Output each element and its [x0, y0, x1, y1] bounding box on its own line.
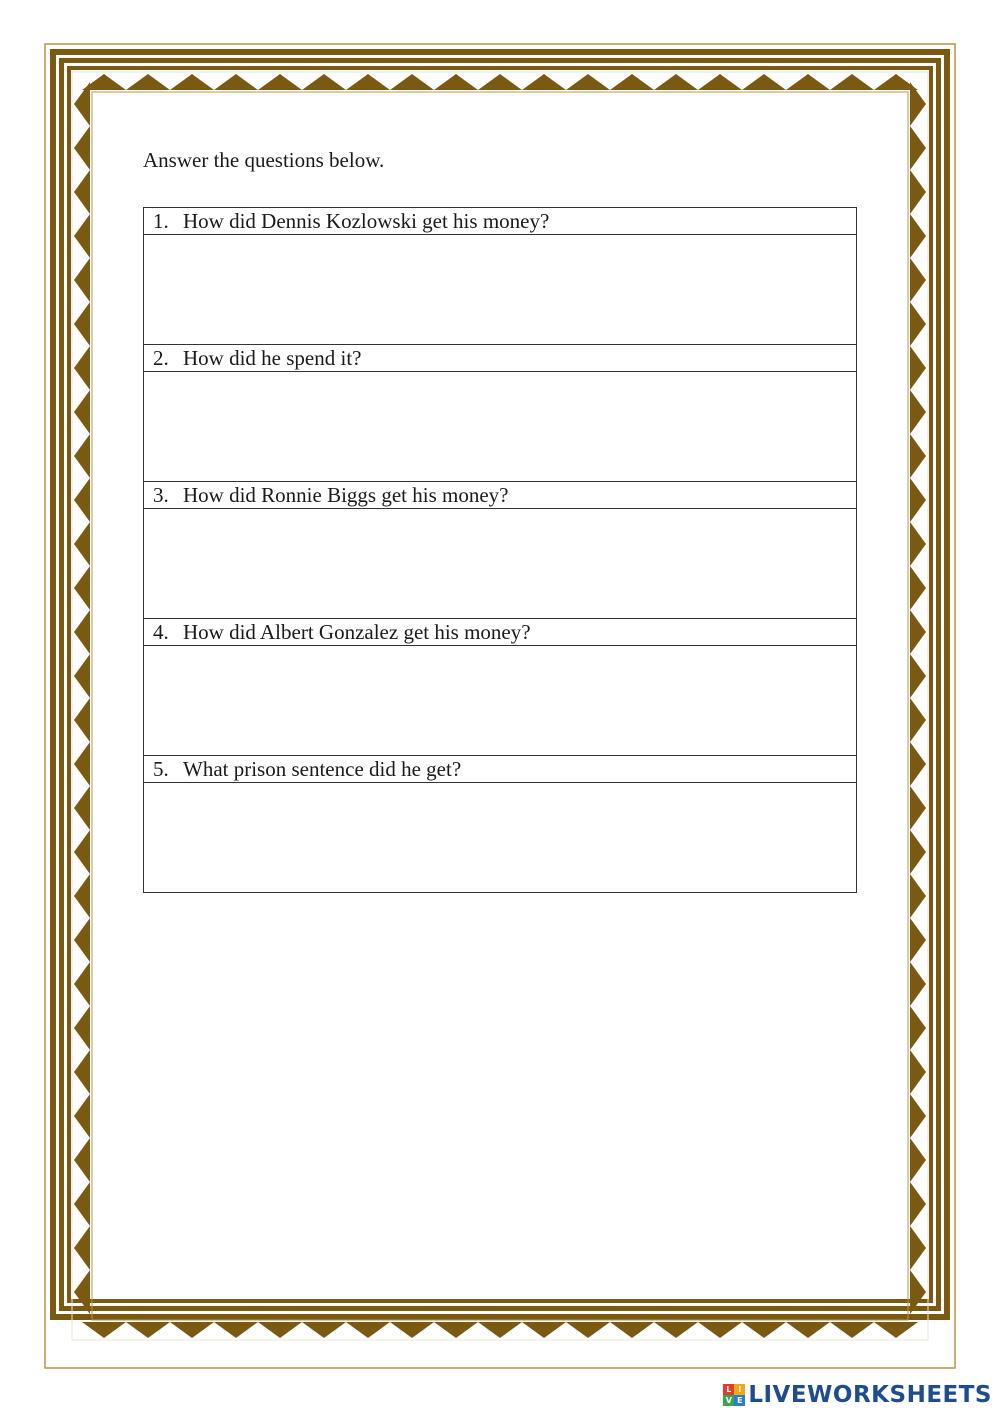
border-triangle-left [74, 1094, 90, 1138]
border-triangle-left [74, 962, 90, 1006]
border-triangle-left [74, 478, 90, 522]
border-triangle-right [910, 566, 926, 610]
border-triangle-bottom [214, 1322, 258, 1338]
border-triangle-right [910, 82, 926, 126]
border-triangle-left [74, 1138, 90, 1182]
border-triangle-top [346, 74, 390, 90]
border-triangle-right [910, 1226, 926, 1270]
border-triangle-top [302, 74, 346, 90]
border-triangle-bottom [786, 1322, 830, 1338]
border-triangle-left [74, 786, 90, 830]
border-triangle-left [74, 258, 90, 302]
border-triangle-bottom [742, 1322, 786, 1338]
border-triangle-right [910, 434, 926, 478]
border-triangle-left [74, 214, 90, 258]
border-triangle-right [910, 346, 926, 390]
border-triangle-bottom [258, 1322, 302, 1338]
question-1 [144, 208, 856, 235]
border-triangle-top [742, 74, 786, 90]
border-triangle-right [910, 214, 926, 258]
border-triangle-top [126, 74, 170, 90]
border-triangle-right [910, 610, 926, 654]
border-triangle-right [910, 126, 926, 170]
border-triangle-right [910, 786, 926, 830]
question-number: 4. [153, 620, 169, 644]
border-triangle-bottom [126, 1322, 170, 1338]
border-triangle-right [910, 478, 926, 522]
question-number: 1. [153, 209, 169, 233]
border-triangle-bottom [566, 1322, 610, 1338]
border-triangle-right [910, 302, 926, 346]
logo-text: LIVEWORKSHEETS [748, 1382, 992, 1408]
border-triangle-top [698, 74, 742, 90]
border-triangle-top [830, 74, 874, 90]
border-triangle-top [170, 74, 214, 90]
questions-table [143, 207, 857, 893]
border-triangle-left [74, 566, 90, 610]
border-triangle-bottom [874, 1322, 918, 1338]
border-triangle-right [910, 258, 926, 302]
border-triangle-bottom [610, 1322, 654, 1338]
border-triangle-top [434, 74, 478, 90]
question-4 [144, 619, 856, 646]
border-triangle-right [910, 742, 926, 786]
border-triangle-right [910, 874, 926, 918]
border-triangle-top [786, 74, 830, 90]
border-triangle-left [74, 1050, 90, 1094]
border-triangle-right [910, 1006, 926, 1050]
border-triangle-top [390, 74, 434, 90]
border-triangle-bottom [698, 1322, 742, 1338]
border-triangle-left [74, 918, 90, 962]
border-triangle-bottom [302, 1322, 346, 1338]
question-number: 3. [153, 483, 169, 507]
border-triangle-top [610, 74, 654, 90]
border-triangle-left [74, 434, 90, 478]
border-triangle-right [910, 522, 926, 566]
answer-box-5[interactable] [144, 783, 856, 892]
border-triangle-top [654, 74, 698, 90]
border-triangle-right [910, 390, 926, 434]
border-triangle-left [74, 302, 90, 346]
border-triangle-bottom [522, 1322, 566, 1338]
border-triangle-right [910, 1094, 926, 1138]
question-2 [144, 345, 856, 372]
border-triangle-bottom [478, 1322, 522, 1338]
border-triangle-right [910, 962, 926, 1006]
border-triangle-left [74, 610, 90, 654]
border-triangle-right [910, 698, 926, 742]
question-text: How did Ronnie Biggs get his money? [183, 483, 509, 507]
border-triangle-top [566, 74, 610, 90]
border-triangle-right [910, 918, 926, 962]
badge-letter: V [723, 1395, 734, 1406]
question-number: 5. [153, 757, 169, 781]
question-number: 2. [153, 346, 169, 370]
border-triangle-left [74, 874, 90, 918]
question-3 [144, 482, 856, 509]
answer-box-4[interactable] [144, 646, 856, 756]
badge-letter: E [734, 1395, 745, 1406]
border-triangle-bottom [654, 1322, 698, 1338]
border-triangle-left [74, 654, 90, 698]
border-triangle-right [910, 170, 926, 214]
border-triangle-right [910, 1138, 926, 1182]
badge-letter: L [723, 1384, 734, 1395]
border-triangle-left [74, 390, 90, 434]
border-triangle-top [478, 74, 522, 90]
instruction-text: Answer the questions below. [143, 148, 385, 172]
border-triangle-left [74, 170, 90, 214]
border-triangle-right [910, 830, 926, 874]
border-triangle-left [74, 126, 90, 170]
border-triangle-bottom [434, 1322, 478, 1338]
question-text: How did Dennis Kozlowski get his money? [183, 209, 550, 233]
answer-box-3[interactable] [144, 509, 856, 619]
border-triangle-bottom [390, 1322, 434, 1338]
border-triangle-bottom [82, 1322, 126, 1338]
badge-letter: I [734, 1384, 745, 1395]
liveworksheets-logo[interactable] [723, 1381, 992, 1409]
border-triangle-bottom [170, 1322, 214, 1338]
border-triangle-top [522, 74, 566, 90]
border-triangle-bottom [830, 1322, 874, 1338]
border-triangle-right [910, 1050, 926, 1094]
question-text: What prison sentence did he get? [183, 757, 462, 781]
border-triangle-right [910, 1182, 926, 1226]
question-text: How did he spend it? [183, 346, 362, 370]
border-triangle-left [74, 830, 90, 874]
border-triangle-left [74, 82, 90, 126]
answer-box-1[interactable] [144, 235, 856, 345]
border-triangle-left [74, 698, 90, 742]
border-triangle-left [74, 1182, 90, 1226]
border-triangle-left [74, 346, 90, 390]
border-triangle-left [74, 522, 90, 566]
border-triangle-left [74, 1006, 90, 1050]
border-triangle-right [910, 654, 926, 698]
question-5 [144, 756, 856, 783]
border-triangle-top [214, 74, 258, 90]
answer-box-2[interactable] [144, 372, 856, 482]
logo-badge-icon [723, 1384, 745, 1406]
border-triangle-left [74, 1226, 90, 1270]
border-triangle-top [258, 74, 302, 90]
border-triangle-bottom [346, 1322, 390, 1338]
border-triangle-left [74, 742, 90, 786]
question-text: How did Albert Gonzalez get his money? [183, 620, 531, 644]
